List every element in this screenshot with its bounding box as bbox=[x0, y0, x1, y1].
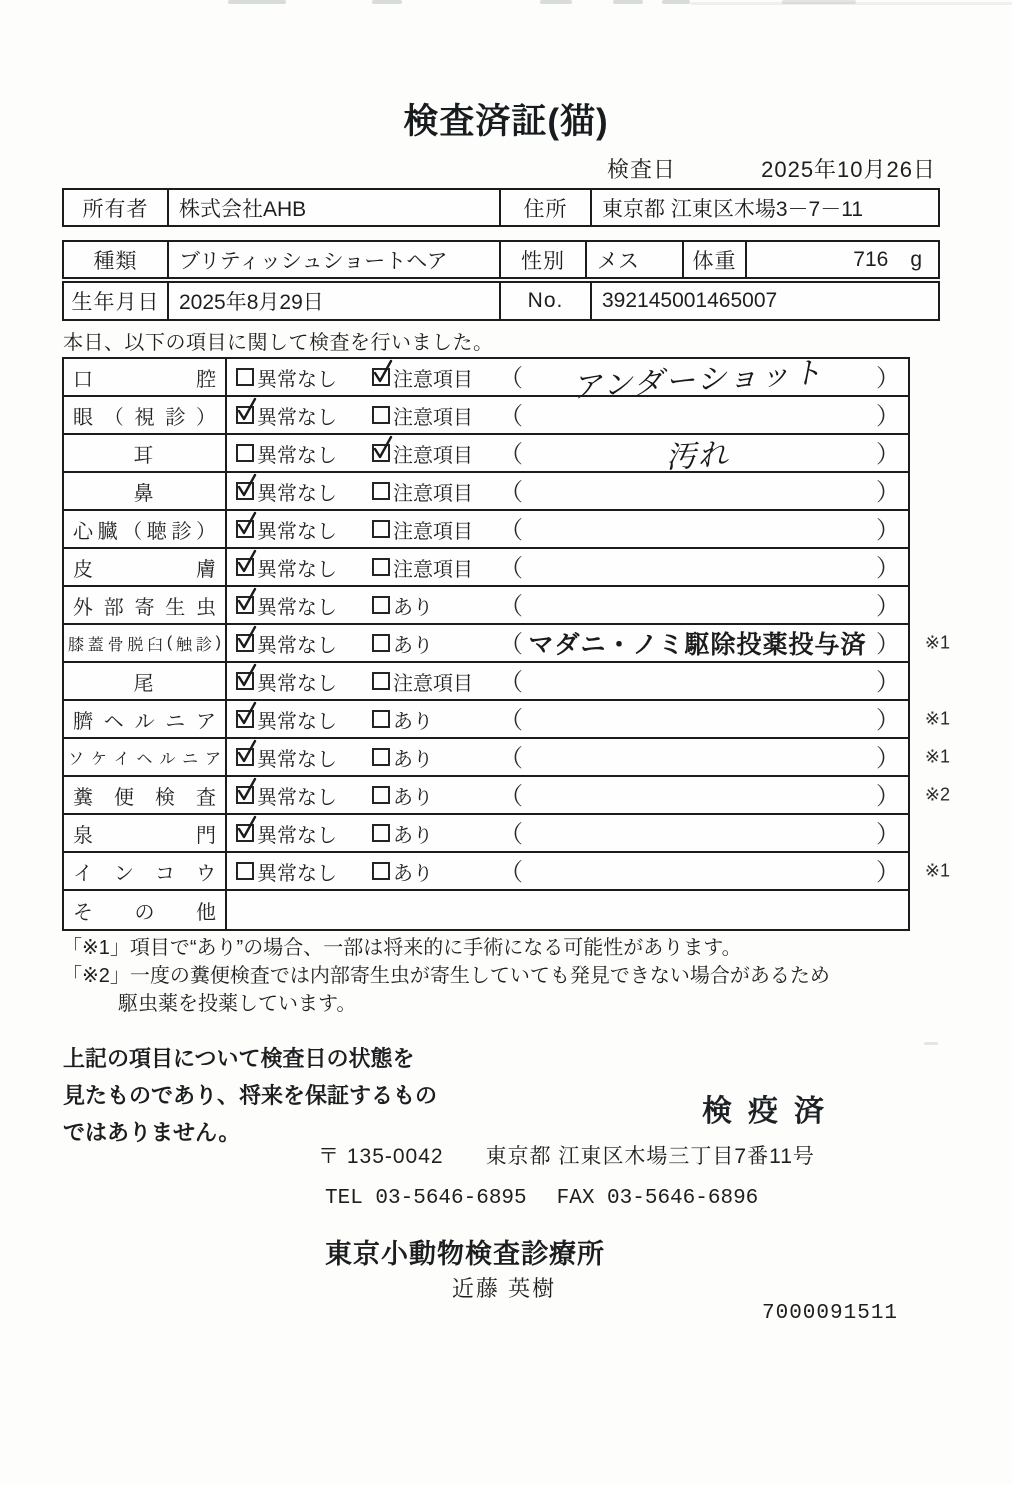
paren-open: （ bbox=[499, 441, 523, 469]
item-label: 眼 （ 視 診 ） bbox=[64, 397, 227, 433]
empty-checkbox-icon bbox=[236, 862, 254, 880]
paren-open: （ bbox=[499, 365, 523, 393]
checkbox-label: 異常なし bbox=[257, 672, 337, 695]
item-label: 口 腔 bbox=[64, 359, 227, 395]
birthdate-value: 2025年8月29日 bbox=[167, 283, 499, 319]
checkbox-caution-item[interactable] bbox=[372, 359, 473, 395]
checklist-row bbox=[64, 891, 908, 929]
checkbox-no-abnormality[interactable] bbox=[236, 739, 337, 775]
document-serial-number: 7000091511 bbox=[762, 1302, 899, 1325]
checklist-row bbox=[64, 587, 908, 625]
paren-open: （ bbox=[499, 555, 523, 583]
checkbox-label: 注意項目 bbox=[393, 482, 473, 505]
paren-open: （ bbox=[499, 707, 523, 735]
checked-checkbox-icon bbox=[236, 596, 254, 614]
checkbox-caution-item[interactable] bbox=[372, 511, 473, 547]
checked-checkbox-icon bbox=[236, 520, 254, 538]
item-label: 心 臓 （ 聴 診 ） bbox=[64, 511, 227, 547]
paren-open: （ bbox=[499, 859, 523, 887]
row-content bbox=[227, 435, 908, 475]
checked-checkbox-icon bbox=[236, 672, 254, 690]
checked-checkbox-icon bbox=[236, 634, 254, 652]
handwritten-check-icon bbox=[235, 586, 259, 614]
item-label: 臍 ヘ ル ニ ア bbox=[64, 701, 227, 737]
handwritten-note: アンダーショット bbox=[570, 356, 825, 405]
paren-close: ） bbox=[876, 669, 900, 697]
handwritten-check-icon bbox=[235, 662, 259, 690]
empty-checkbox-icon bbox=[372, 482, 390, 500]
item-label: 膝 蓋 骨 脱 臼 ( 触 診 ) bbox=[64, 625, 227, 661]
paren-open: （ bbox=[499, 783, 523, 811]
checkbox-label: あり bbox=[393, 824, 433, 847]
checked-checkbox-icon bbox=[236, 482, 254, 500]
row-content bbox=[227, 356, 908, 405]
weight-label: 体重 bbox=[682, 242, 745, 277]
footnote-1: 「※1」項目で“あり”の場合、一部は将来的に手術になる可能性があります。 bbox=[62, 937, 742, 959]
sex-value: メス bbox=[585, 242, 682, 277]
checkbox-label: あり bbox=[393, 596, 433, 619]
checked-checkbox-icon bbox=[236, 786, 254, 804]
row-content bbox=[227, 891, 908, 929]
paren-close: ） bbox=[876, 783, 900, 811]
paren-close: ） bbox=[876, 745, 900, 773]
paren-open: （ bbox=[499, 403, 523, 431]
row-content bbox=[227, 739, 908, 775]
item-label: ソ ケ イ ヘ ル ニ ア bbox=[64, 739, 227, 775]
checked-checkbox-icon bbox=[236, 710, 254, 728]
row-content bbox=[227, 815, 908, 851]
birth-table bbox=[62, 281, 940, 321]
inspection-date-value: 2025年10月26日 bbox=[761, 157, 936, 182]
handwritten-check-icon bbox=[371, 434, 395, 462]
checkbox-no-abnormality[interactable] bbox=[236, 511, 337, 547]
weight-value: 716 bbox=[853, 247, 889, 271]
paren-close: ） bbox=[876, 555, 900, 583]
handwritten-check-icon bbox=[235, 510, 259, 538]
checkbox-label: あり bbox=[393, 786, 433, 809]
checkbox-label: 異常なし bbox=[257, 520, 337, 543]
paren-close: ） bbox=[876, 479, 900, 507]
empty-checkbox-icon bbox=[372, 748, 390, 766]
checkbox-present[interactable] bbox=[372, 587, 433, 623]
row-content bbox=[227, 853, 908, 889]
checkbox-label: 異常なし bbox=[257, 862, 337, 885]
scan-artifact bbox=[228, 0, 286, 4]
checklist-row bbox=[64, 549, 908, 587]
checkbox-no-abnormality[interactable] bbox=[236, 397, 337, 433]
handwritten-note: 汚れ bbox=[664, 438, 731, 475]
empty-checkbox-icon bbox=[236, 444, 254, 462]
empty-checkbox-icon bbox=[372, 862, 390, 880]
clinic-address: 東京都 江東区木場三丁目7番11号 bbox=[485, 1145, 815, 1168]
checklist-row bbox=[64, 853, 950, 891]
row-content bbox=[227, 777, 908, 813]
paren-close: ） bbox=[876, 365, 900, 393]
item-label: そ の 他 bbox=[64, 891, 227, 929]
disclaimer-line-2: 見たものであり、将来を保証するもの bbox=[63, 1083, 438, 1108]
checkbox-caution-item[interactable] bbox=[372, 435, 473, 471]
scan-artifact bbox=[924, 1042, 938, 1045]
owner-value: 株式会社AHB bbox=[167, 190, 499, 225]
checkbox-caution-item[interactable] bbox=[372, 397, 473, 433]
checkbox-label: あり bbox=[393, 710, 433, 733]
disclaimer bbox=[63, 1040, 483, 1151]
checklist-row bbox=[64, 473, 908, 511]
intro-line: 本日、以下の項目に関して検査を行いました。 bbox=[63, 332, 494, 354]
weight-cell bbox=[745, 242, 938, 277]
checklist-row bbox=[64, 511, 908, 549]
checkbox-caution-item[interactable] bbox=[372, 549, 473, 585]
empty-checkbox-icon bbox=[372, 710, 390, 728]
scan-artifact bbox=[690, 2, 1012, 5]
row-content bbox=[227, 625, 908, 661]
empty-checkbox-icon bbox=[372, 520, 390, 538]
handwritten-check-icon bbox=[235, 738, 259, 766]
species-value: ブリティッシュショートヘア bbox=[167, 242, 499, 277]
handwritten-check-icon bbox=[371, 358, 395, 386]
empty-checkbox-icon bbox=[372, 672, 390, 690]
handwritten-check-icon bbox=[235, 548, 259, 576]
printed-note: マダニ・ノミ駆除投薬投与済 bbox=[528, 631, 867, 659]
checkbox-label: 異常なし bbox=[257, 406, 337, 429]
checklist-row bbox=[64, 815, 908, 853]
microchip-no-value: 392145001465007 bbox=[590, 283, 938, 319]
checked-checkbox-icon bbox=[236, 558, 254, 576]
empty-checkbox-icon bbox=[372, 558, 390, 576]
footnote-mark: ※2 bbox=[924, 784, 950, 805]
checkbox-caution-item[interactable] bbox=[372, 473, 473, 509]
checkbox-no-abnormality[interactable] bbox=[236, 587, 337, 623]
page-title: 検査済証(猫) bbox=[403, 102, 609, 141]
veterinarian-name: 近藤 英樹 bbox=[452, 1276, 557, 1301]
checkbox-no-abnormality[interactable] bbox=[236, 701, 337, 737]
empty-checkbox-icon bbox=[372, 596, 390, 614]
paren-open: （ bbox=[499, 479, 523, 507]
paren-close: ） bbox=[876, 441, 900, 469]
item-label: 皮 膚 bbox=[64, 549, 227, 585]
checkbox-no-abnormality[interactable] bbox=[236, 549, 337, 585]
microchip-no-label: No. bbox=[499, 283, 590, 319]
handwritten-check-icon bbox=[235, 472, 259, 500]
birthdate-label: 生年月日 bbox=[71, 291, 160, 314]
checked-checkbox-icon bbox=[372, 368, 390, 386]
weight-unit: g bbox=[910, 247, 922, 271]
handwritten-check-icon bbox=[235, 814, 259, 842]
checkbox-label: 異常なし bbox=[257, 368, 337, 391]
checkbox-label: あり bbox=[393, 634, 433, 657]
checkbox-no-abnormality[interactable] bbox=[236, 473, 337, 509]
paren-close: ） bbox=[876, 859, 900, 887]
item-label: 泉 門 bbox=[64, 815, 227, 851]
checkbox-caution-item[interactable] bbox=[372, 663, 473, 699]
empty-checkbox-icon bbox=[372, 786, 390, 804]
row-content bbox=[227, 663, 908, 699]
checkbox-label: 異常なし bbox=[257, 596, 337, 619]
checkbox-present[interactable] bbox=[372, 815, 433, 851]
postal-code: 〒 135-0042 bbox=[318, 1145, 444, 1168]
checkbox-label: 異常なし bbox=[257, 786, 337, 809]
checkbox-label: 注意項目 bbox=[393, 558, 473, 581]
checkbox-label: 異常なし bbox=[257, 634, 337, 657]
quarantine-passed-stamp: 検疫済 bbox=[702, 1095, 840, 1128]
checkbox-label: 異常なし bbox=[257, 748, 337, 771]
checklist-table bbox=[62, 356, 950, 931]
footnotes bbox=[62, 934, 830, 1018]
checklist-row bbox=[64, 663, 908, 701]
row-content bbox=[227, 473, 908, 509]
paren-open: （ bbox=[499, 745, 523, 773]
address-label: 住所 bbox=[499, 190, 590, 225]
footnote-mark: ※1 bbox=[924, 860, 950, 881]
item-label: 鼻 bbox=[64, 473, 227, 509]
tel-number: TEL 03-5646-6895 bbox=[325, 1187, 527, 1210]
owner-table bbox=[62, 188, 940, 227]
row-content bbox=[227, 549, 908, 585]
paren-close: ） bbox=[876, 517, 900, 545]
handwritten-check-icon bbox=[235, 396, 259, 424]
checked-checkbox-icon bbox=[236, 406, 254, 424]
disclaimer-line-3: ではありません。 bbox=[63, 1120, 241, 1145]
checkbox-label: あり bbox=[393, 862, 433, 885]
checklist-row bbox=[64, 739, 950, 777]
empty-checkbox-icon bbox=[236, 368, 254, 386]
paren-close: ） bbox=[876, 631, 900, 659]
footnote-2: 「※2」一度の糞便検査では内部寄生虫が寄生していても発見できない場合があるため bbox=[62, 965, 830, 987]
checkbox-label: 異常なし bbox=[257, 482, 337, 505]
checked-checkbox-icon bbox=[372, 444, 390, 462]
row-content bbox=[227, 587, 908, 623]
handwritten-check-icon bbox=[235, 624, 259, 652]
paren-close: ） bbox=[876, 403, 900, 431]
checkbox-label: 異常なし bbox=[257, 824, 337, 847]
checkbox-present[interactable] bbox=[372, 853, 433, 889]
checkbox-no-abnormality[interactable] bbox=[236, 625, 337, 661]
empty-checkbox-icon bbox=[372, 634, 390, 652]
checklist-row bbox=[64, 777, 950, 815]
checked-checkbox-icon bbox=[236, 748, 254, 766]
row-content bbox=[227, 701, 908, 737]
checklist-row bbox=[64, 625, 950, 663]
empty-checkbox-icon bbox=[372, 406, 390, 424]
handwritten-check-icon bbox=[235, 700, 259, 728]
checkbox-no-abnormality[interactable] bbox=[236, 359, 337, 395]
empty-checkbox-icon bbox=[372, 824, 390, 842]
checkbox-label: 異常なし bbox=[257, 558, 337, 581]
scan-artifact bbox=[540, 0, 572, 4]
paren-open: （ bbox=[499, 631, 523, 659]
clinic-address-row bbox=[318, 1140, 815, 1170]
checkbox-label: あり bbox=[393, 748, 433, 771]
inspection-date-row bbox=[0, 153, 1012, 183]
checkbox-no-abnormality[interactable] bbox=[236, 777, 337, 813]
item-label: イ ン コ ウ bbox=[64, 853, 227, 889]
paren-open: （ bbox=[499, 593, 523, 621]
item-label: 糞 便 検 査 bbox=[64, 777, 227, 813]
handwritten-check-icon bbox=[235, 776, 259, 804]
row-content bbox=[227, 511, 908, 547]
item-label: 尾 bbox=[64, 663, 227, 699]
scan-artifact bbox=[662, 0, 690, 4]
scan-artifact bbox=[372, 0, 402, 4]
footnote-mark: ※1 bbox=[924, 746, 950, 767]
item-label: 耳 bbox=[64, 435, 227, 471]
species-label: 種類 bbox=[93, 249, 138, 273]
paren-close: ） bbox=[876, 707, 900, 735]
address-value: 東京都 江東区木場3－7－11 bbox=[590, 190, 938, 225]
paren-close: ） bbox=[876, 821, 900, 849]
checkbox-label: 異常なし bbox=[257, 710, 337, 733]
paren-open: （ bbox=[499, 517, 523, 545]
checkbox-label: 注意項目 bbox=[393, 406, 473, 429]
paren-close: ） bbox=[876, 593, 900, 621]
checkbox-no-abnormality[interactable] bbox=[236, 663, 337, 699]
checklist-row bbox=[64, 356, 908, 405]
checked-checkbox-icon bbox=[236, 824, 254, 842]
owner-label: 所有者 bbox=[82, 197, 149, 221]
checkbox-present[interactable] bbox=[372, 701, 433, 737]
footnote-2-cont: 駆虫薬を投薬しています。 bbox=[118, 993, 357, 1015]
scan-artifact bbox=[613, 0, 643, 4]
paren-open: （ bbox=[499, 669, 523, 697]
checkbox-label: 注意項目 bbox=[393, 520, 473, 543]
pet-info-table bbox=[62, 240, 940, 279]
item-label: 外 部 寄 生 虫 bbox=[64, 587, 227, 623]
checkbox-present[interactable] bbox=[372, 625, 433, 661]
checkbox-no-abnormality[interactable] bbox=[236, 815, 337, 851]
checkbox-label: 注意項目 bbox=[393, 444, 473, 467]
checkbox-no-abnormality[interactable] bbox=[236, 853, 337, 889]
checkbox-label: 異常なし bbox=[257, 444, 337, 467]
clinic-name: 東京小動物検査診療所 bbox=[325, 1239, 605, 1269]
fax-number: FAX 03-5646-6896 bbox=[556, 1187, 759, 1210]
disclaimer-line-1: 上記の項目について検査日の状態を bbox=[63, 1046, 415, 1071]
checkbox-label: 注意項目 bbox=[393, 672, 473, 695]
checkbox-label: 注意項目 bbox=[393, 368, 473, 391]
clinic-contact-row bbox=[325, 1187, 758, 1210]
checkbox-present[interactable] bbox=[372, 777, 433, 813]
paren-open: （ bbox=[499, 821, 523, 849]
checklist-row bbox=[64, 435, 908, 473]
checkbox-present[interactable] bbox=[372, 739, 433, 775]
footnote-mark: ※1 bbox=[924, 632, 950, 653]
sex-label: 性別 bbox=[499, 242, 585, 277]
footnote-mark: ※1 bbox=[924, 708, 950, 729]
checklist-row bbox=[64, 701, 950, 739]
inspection-date-label: 検査日 bbox=[607, 157, 677, 182]
checkbox-no-abnormality[interactable] bbox=[236, 435, 337, 471]
